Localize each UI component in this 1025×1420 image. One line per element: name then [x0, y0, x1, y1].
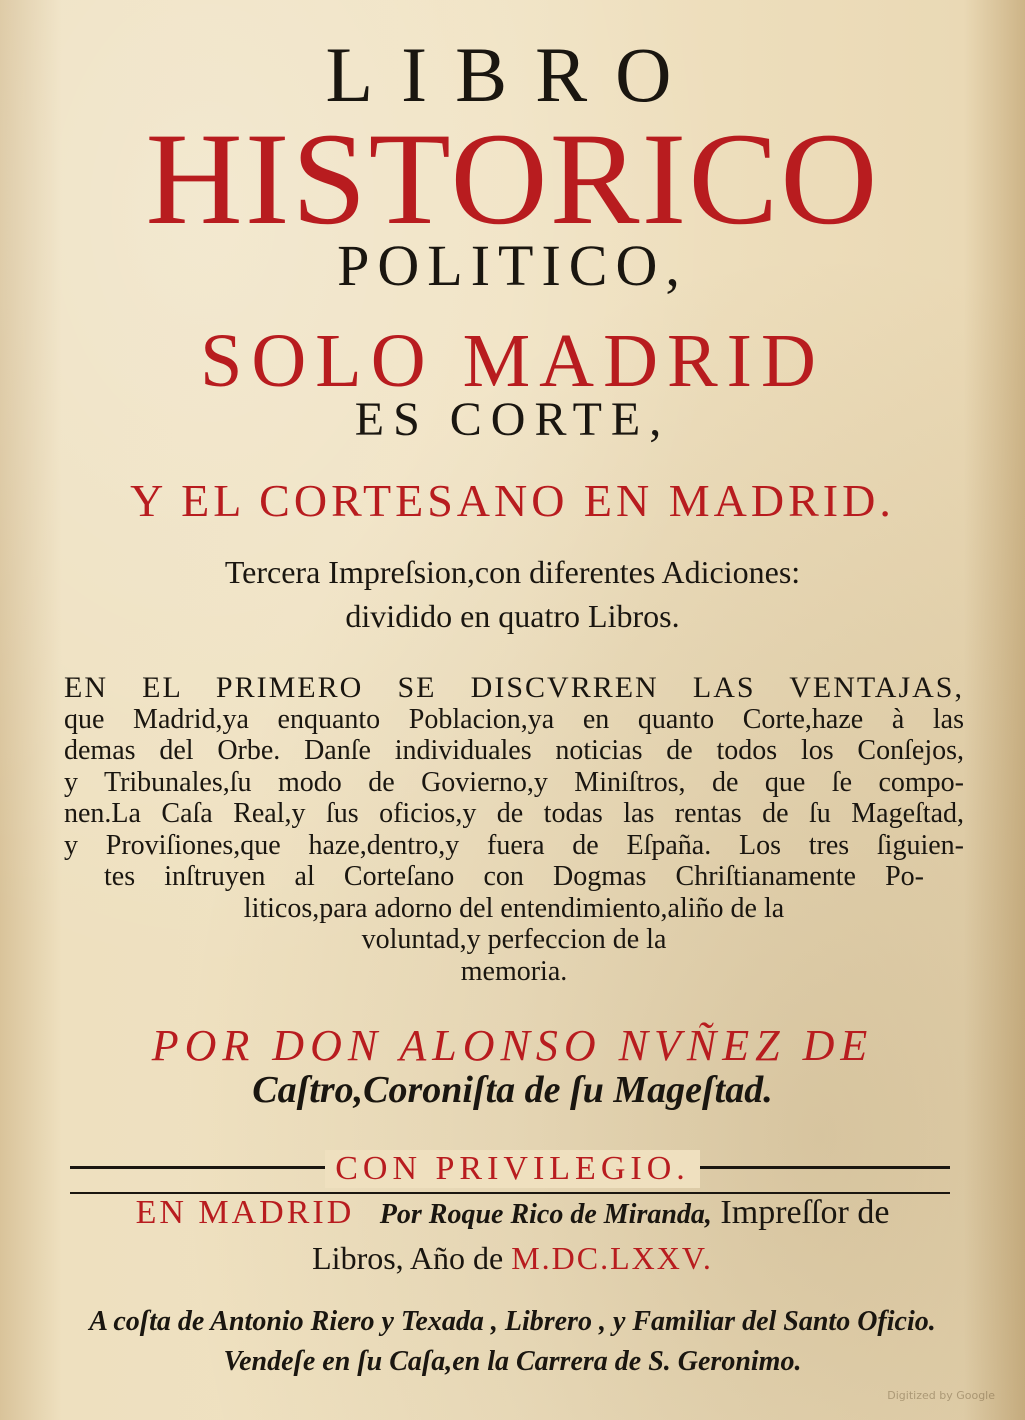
edition-line-1: Tercera Impreſsion,con diferentes Adiciones:	[224, 554, 801, 590]
cost-line: A coſta de Antonio Riero y Texada , Librero , y Familiar del Santo Oficio.	[89, 1306, 936, 1337]
privilege-text: CON PRIVILEGIO.	[325, 1150, 700, 1188]
author-line-2: Caſtro,Coroniſta de ſu Mageſtad.	[252, 1069, 773, 1111]
description-line: tes inſtruyen al Corteſano con Dogmas Chriſtianamente Po-	[104, 861, 924, 892]
sale-line: Vendeſe en ſu Caſa,en la Carrera de S. Geronimo.	[223, 1346, 802, 1377]
imprint-line	[0, 1194, 1025, 1232]
title-es-corte: ES CORTE,	[354, 393, 671, 446]
title-historico: HISTORICO	[145, 105, 880, 252]
description-line: voluntad,y perfeccion de la	[361, 924, 667, 955]
description-line: y Tribunales,ſu modo de Govierno,y Miniſtros, de que ſe compo-	[64, 766, 964, 798]
title-solo-madrid: SOLO MADRID	[200, 319, 825, 403]
imprint-city: EN MADRID	[135, 1194, 355, 1231]
title-cortesano: Y EL CORTESANO EN MADRID.	[130, 475, 895, 526]
description-line: nen.La Caſa Real,y ſus oficios,y de todas las rentas de ſu Mageſtad,	[64, 798, 964, 829]
privilege-line	[0, 1150, 1025, 1188]
description-line: y Proviſiones,que haze,dentro,y fuera de Eſpaña. Los tres ſiguien-	[64, 829, 964, 861]
description-line: demas del Orbe. Danſe individuales noticias de todos los Conſejos,	[64, 735, 964, 766]
imprint-libros: Libros, Año de	[312, 1240, 504, 1276]
description-line: EN EL PRIMERO SE DISCVRREN LAS VENTAJAS,	[64, 671, 964, 704]
author-line-1: POR DON ALONSO NVÑEZ DE	[151, 1021, 874, 1070]
description-paragraph	[64, 672, 964, 987]
digitization-watermark: Digitized by Google	[887, 1389, 995, 1402]
description-line: que Madrid,ya enquanto Poblacion,ya en quanto Corte,haze à las	[64, 703, 964, 735]
title-libro: LIBRO	[325, 31, 700, 118]
imprint-year: M.DC.LXXV.	[511, 1240, 713, 1276]
imprint-printer: Por Roque Rico de Miranda,	[379, 1199, 712, 1230]
title-politico: POLITICO,	[337, 233, 688, 298]
description-line: memoria.	[460, 955, 568, 987]
imprint-year-line	[0, 1240, 1025, 1277]
description-line: liticos,para adorno del entendimiento,aliño de la	[243, 892, 785, 924]
imprint-role: Impreſſor de	[720, 1194, 890, 1231]
edition-line-2: dividido en quatro Libros.	[345, 598, 680, 634]
